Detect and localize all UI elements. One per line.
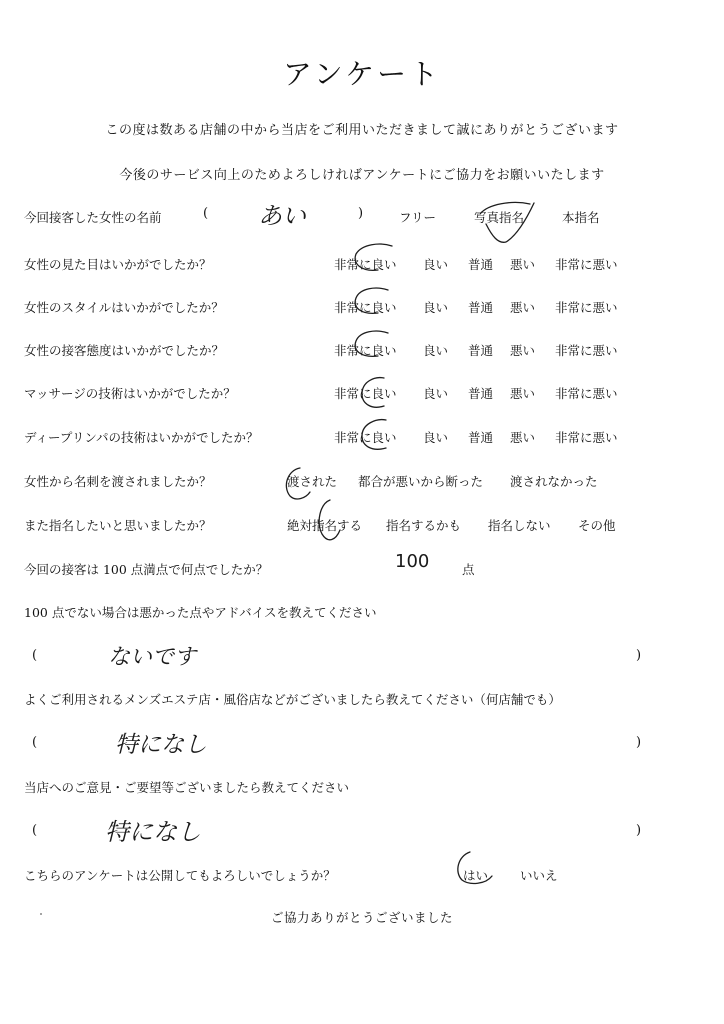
rating-option-bad[interactable]: 悪い <box>510 257 536 272</box>
score-unit: 点 <box>462 562 475 577</box>
rating-option-very-good[interactable]: 非常に良い <box>334 300 397 315</box>
rating-question-appearance: 女性の見た目はいかがでしたか？ <box>24 257 212 272</box>
staff-name-close-paren: ) <box>358 206 364 221</box>
business-card-option-received[interactable]: 渡された <box>287 474 338 489</box>
repeat-option-maybe[interactable]: 指名するかも <box>386 518 462 533</box>
rating-option-bad[interactable]: 悪い <box>510 300 536 315</box>
rating-option-very-good[interactable]: 非常に良い <box>334 343 397 358</box>
other-shops-close-paren: ) <box>636 735 642 750</box>
score-question: 今回の接客は 100 点満点で何点でしたか？ <box>24 562 269 577</box>
staff-option-regular-nomination[interactable]: 本指名 <box>562 210 600 225</box>
rating-option-bad[interactable]: 悪い <box>510 386 536 401</box>
advice-close-paren: ) <box>636 648 642 663</box>
rating-option-very-good[interactable]: 非常に良い <box>334 430 397 445</box>
rating-option-good[interactable]: 良い <box>423 386 449 401</box>
rating-option-very-bad[interactable]: 非常に悪い <box>555 430 618 445</box>
staff-name-question: 今回接客した女性の名前 <box>24 210 162 225</box>
rating-option-very-bad[interactable]: 非常に悪い <box>555 343 618 358</box>
score-answer: 100 <box>395 551 430 572</box>
business-card-option-declined[interactable]: 都合が悪いから断った <box>358 474 484 489</box>
opinions-question: 当店へのご意見・ご要望等ございましたら教えてください <box>24 780 350 795</box>
intro-line-1: この度は数ある店舗の中から当店をご利用いただきまして誠にありがとうございます <box>105 123 619 138</box>
other-shops-answer: 特になし <box>115 732 207 758</box>
closing-message: ご協力ありがとうございました <box>270 910 453 925</box>
page-title: アンケート <box>282 57 442 91</box>
rating-question-massage: マッサージの技術はいかがでしたか？ <box>24 386 236 401</box>
rating-option-good[interactable]: 良い <box>423 343 449 358</box>
repeat-option-no[interactable]: 指名しない <box>488 518 551 533</box>
opinions-answer: 特になし <box>105 818 201 846</box>
rating-option-average[interactable]: 普通 <box>468 430 494 445</box>
other-shops-open-paren: ( <box>32 735 38 750</box>
rating-option-good[interactable]: 良い <box>423 430 449 445</box>
business-card-question: 女性から名刺を渡されましたか？ <box>24 474 212 489</box>
rating-option-very-bad[interactable]: 非常に悪い <box>555 300 618 315</box>
opinions-close-paren: ) <box>636 823 642 838</box>
rating-option-bad[interactable]: 悪い <box>510 430 536 445</box>
rating-option-average[interactable]: 普通 <box>468 300 494 315</box>
scan-speck <box>40 913 42 915</box>
staff-option-photo-nomination[interactable]: 写真指名 <box>474 210 525 225</box>
staff-name-open-paren: ( <box>203 206 209 221</box>
intro-line-2: 今後のサービス向上のためよろしければアンケートにご協力をお願いいたします <box>119 168 605 183</box>
publish-option-no[interactable]: いいえ <box>520 868 558 883</box>
rating-option-average[interactable]: 普通 <box>468 386 494 401</box>
rating-option-average[interactable]: 普通 <box>468 343 494 358</box>
publish-question: こちらのアンケートは公開してもよろしいでしょうか？ <box>24 868 336 883</box>
repeat-option-definitely[interactable]: 絶対指名する <box>287 518 363 533</box>
other-shops-question: よくご利用されるメンズエステ店・風俗店などがございましたら教えてください（何店舗でも） <box>24 692 561 707</box>
advice-question: 100 点でない場合は悪かった点やアドバイスを教えてください <box>24 605 377 620</box>
business-card-option-not-received[interactable]: 渡されなかった <box>510 474 598 489</box>
rating-option-very-bad[interactable]: 非常に悪い <box>555 386 618 401</box>
advice-open-paren: ( <box>32 648 38 663</box>
staff-option-free[interactable]: フリー <box>399 210 437 225</box>
repeat-question: また指名したいと思いましたか？ <box>24 518 212 533</box>
staff-name-answer: あい <box>258 202 306 230</box>
advice-answer: ないです <box>108 645 197 670</box>
rating-option-very-bad[interactable]: 非常に悪い <box>555 257 618 272</box>
rating-question-style: 女性のスタイルはいかがでしたか？ <box>24 300 224 315</box>
rating-option-average[interactable]: 普通 <box>468 257 494 272</box>
rating-question-attitude: 女性の接客態度はいかがでしたか？ <box>24 343 225 358</box>
rating-option-good[interactable]: 良い <box>423 300 449 315</box>
rating-option-good[interactable]: 良い <box>423 257 449 272</box>
rating-question-lymph: ディープリンパの技術はいかがでしたか？ <box>24 430 259 445</box>
opinions-open-paren: ( <box>32 823 38 838</box>
rating-option-bad[interactable]: 悪い <box>510 343 536 358</box>
rating-option-very-good[interactable]: 非常に良い <box>334 257 397 272</box>
rating-option-very-good[interactable]: 非常に良い <box>334 386 397 401</box>
repeat-option-other[interactable]: その他 <box>578 518 616 533</box>
publish-option-yes[interactable]: はい <box>463 868 489 883</box>
